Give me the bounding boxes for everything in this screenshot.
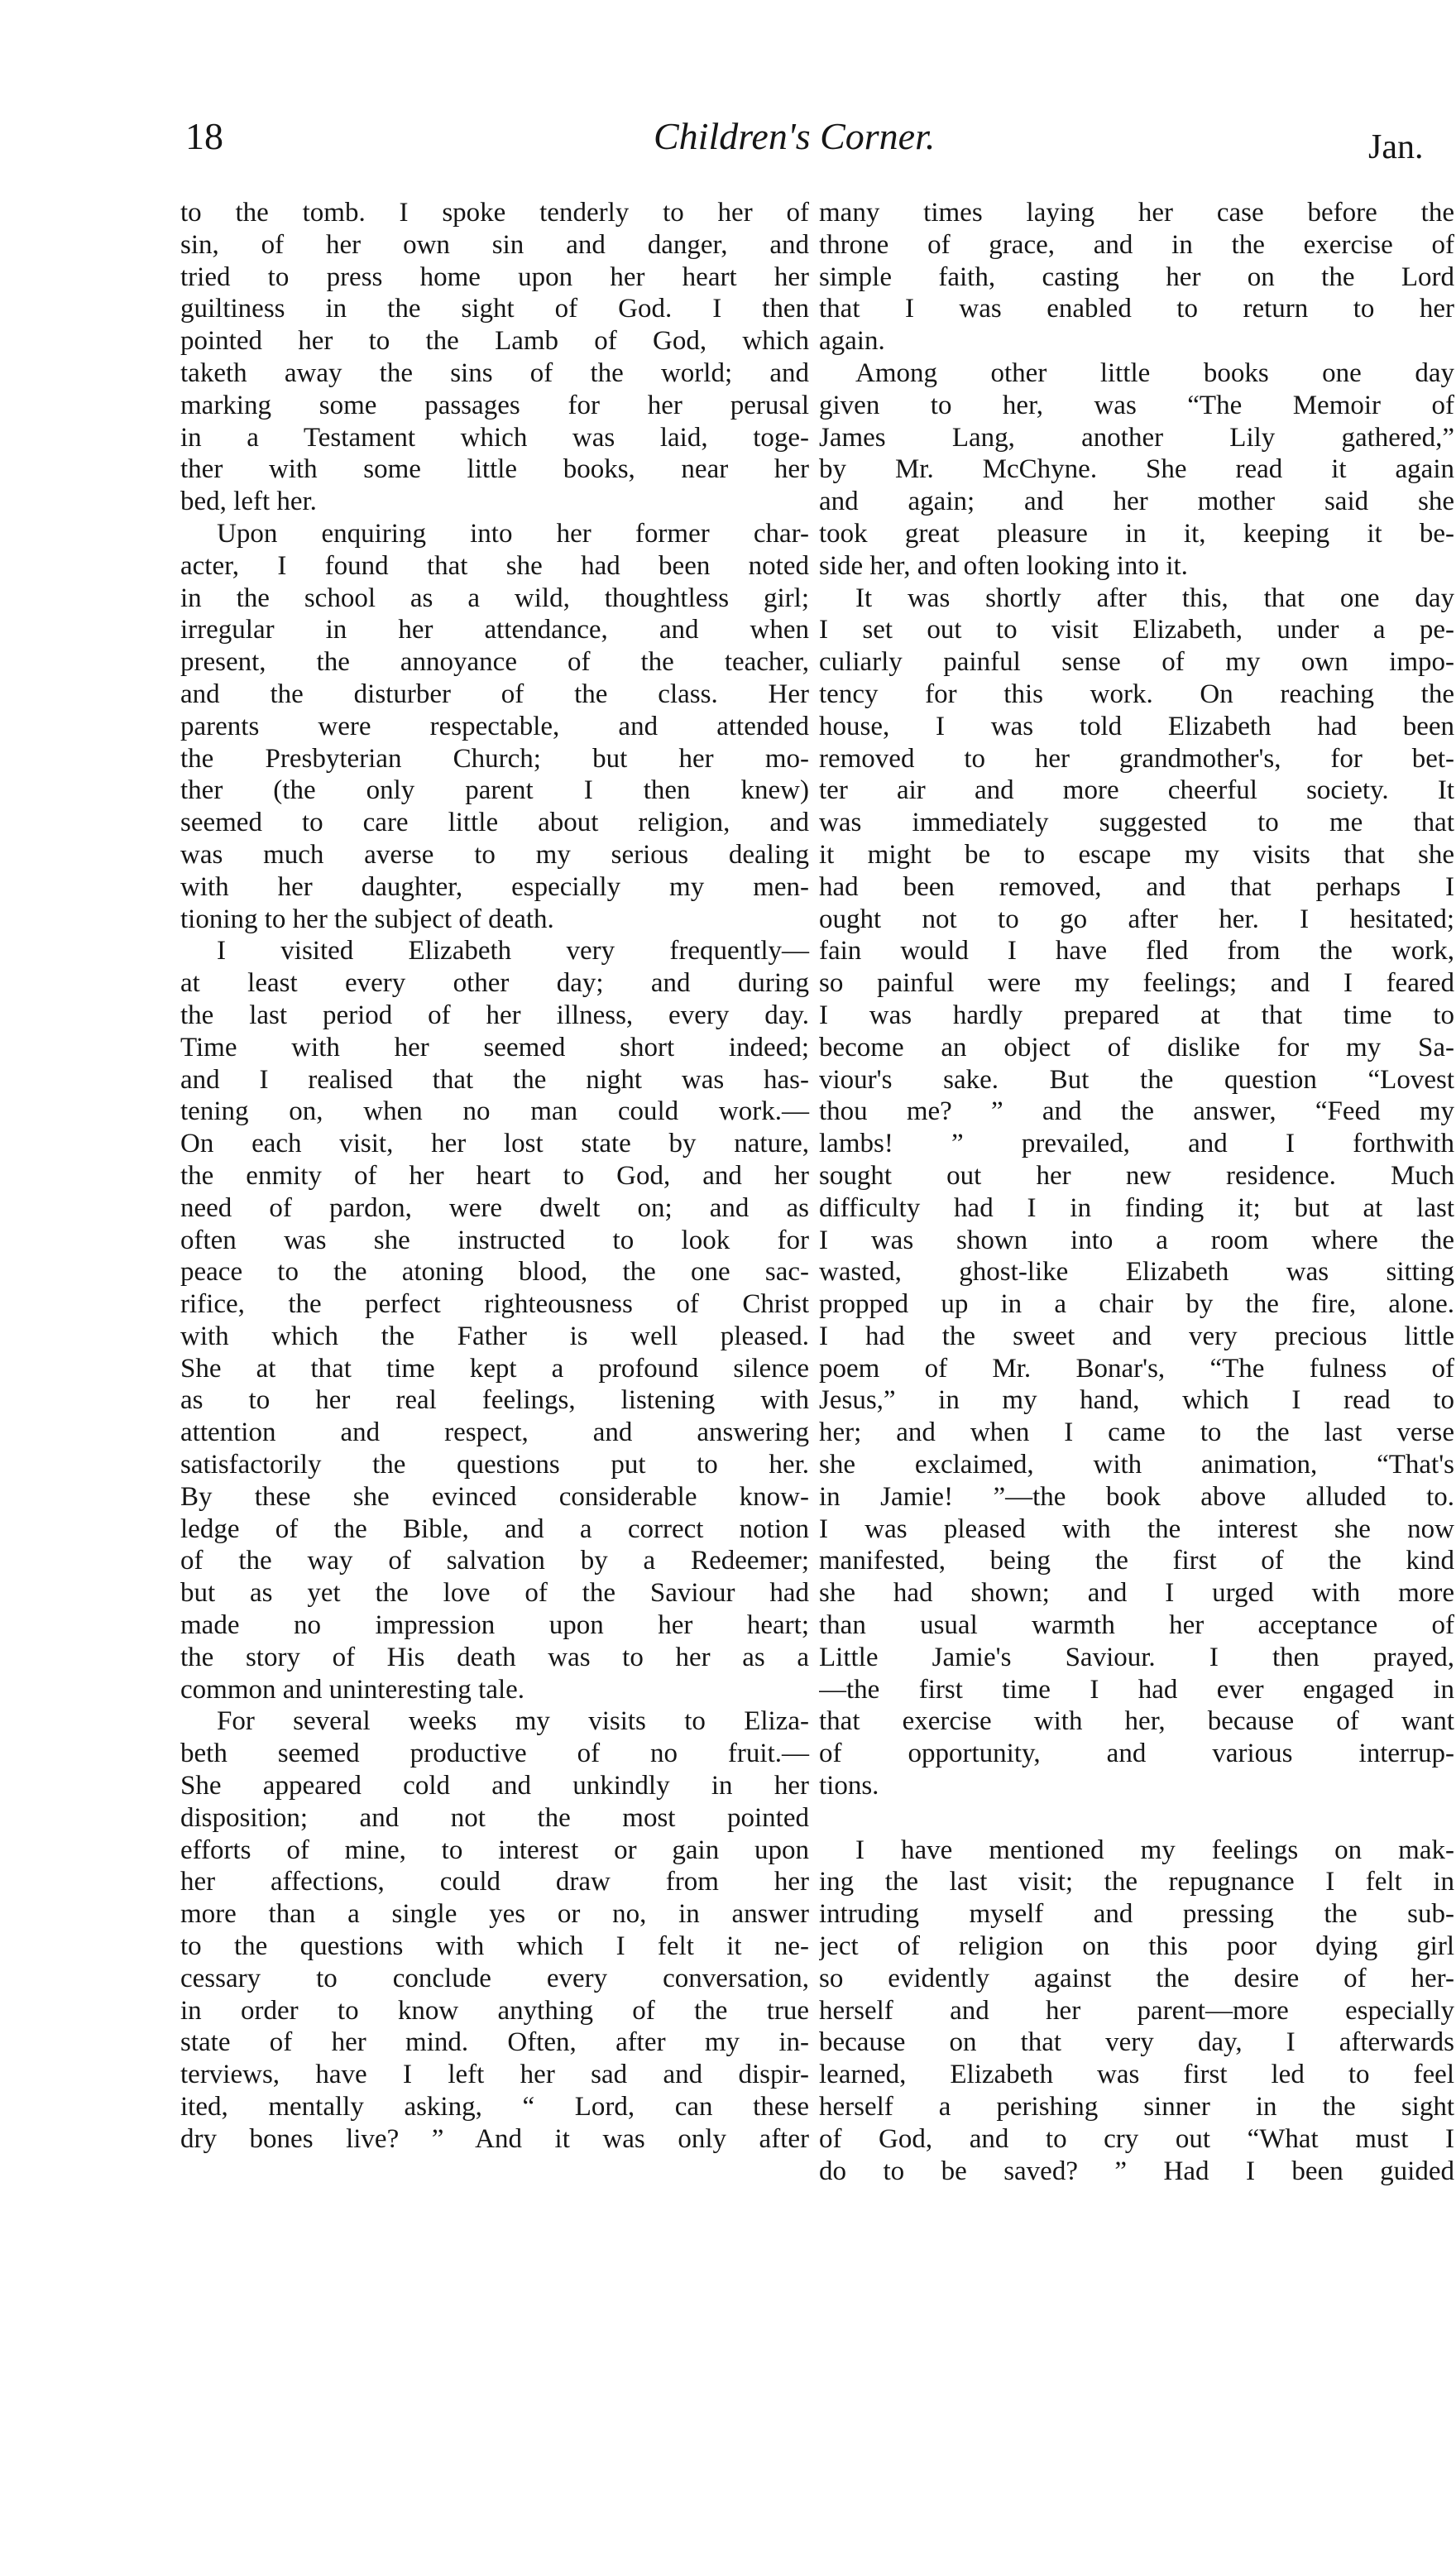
text-line: I have mentioned my feelings on mak- — [855, 1835, 1454, 1865]
text-line: sin, of her own sin and danger, and — [180, 229, 809, 260]
text-line: acter, I found that she had been noted — [180, 550, 809, 581]
text-line: fain would I have fled from the work, — [819, 936, 1454, 967]
text-line: She at that time kept a profound silence — [180, 1353, 809, 1384]
text-line: tening on, when no man could work.— — [180, 1096, 809, 1127]
text-line: cessary to conclude every conversation, — [180, 1963, 809, 1993]
text-line: become an object of dislike for my Sa- — [819, 1032, 1454, 1062]
text-line: of opportunity, and various interrup- — [819, 1739, 1454, 1769]
text-line: do to be saved? ” Had I been guided — [819, 2156, 1454, 2186]
text-line: the last period of her illness, every day. — [180, 1000, 809, 1030]
text-line: James Lang, another Lily gathered,” — [819, 422, 1454, 453]
page-header — [185, 114, 1443, 180]
text-line: thou me? ” and the answer, “Feed my — [819, 1096, 1454, 1127]
text-line: satisfactorily the questions put to her. — [180, 1450, 809, 1480]
text-line: culiarly painful sense of my own impo- — [819, 647, 1454, 678]
text-line: and again; and her mother said she — [819, 487, 1454, 517]
text-line: tency for this work. On reaching the — [819, 679, 1454, 709]
text-line: so painful were my feelings; and I feared — [819, 968, 1454, 999]
text-line: sought out her new residence. Much — [819, 1160, 1454, 1191]
text-line: I was pleased with the interest she now — [819, 1513, 1454, 1544]
text-line: efforts of mine, to interest or gain upon — [180, 1835, 809, 1865]
text-line: lambs! ” prevailed, and I forthwith — [819, 1129, 1454, 1159]
text-line: tried to press home upon her heart her — [180, 261, 809, 292]
text-line: By these she evinced considerable know- — [180, 1481, 809, 1512]
text-line: at least every other day; and during — [180, 968, 809, 999]
text-line: wasted, ghost-like Elizabeth was sitting — [819, 1257, 1454, 1288]
text-line: common and uninteresting tale. — [180, 1674, 525, 1705]
text-line: herself and her parent—more especially — [819, 1995, 1454, 2026]
text-line: with her daughter, especially my men- — [180, 871, 809, 902]
running-title: Children's Corner. — [654, 115, 936, 157]
text-line: often was she instructed to look for — [180, 1225, 809, 1255]
text-line: beth seemed productive of no fruit.— — [180, 1739, 809, 1769]
right-text-column — [819, 197, 1454, 2187]
text-line: the story of His death was to her as a — [180, 1642, 809, 1672]
text-line: removed to her grandmother's, for bet- — [819, 743, 1454, 774]
text-line: need of pardon, were dwelt on; and as — [180, 1192, 809, 1223]
text-line: Time with her seemed short indeed; — [180, 1032, 809, 1062]
text-line: had been removed, and that perhaps I — [819, 871, 1454, 902]
text-line: I was shown into a room where the — [819, 1225, 1454, 1255]
text-line: On each visit, her lost state by nature, — [180, 1129, 809, 1159]
text-line: side her, and often looking into it. — [819, 550, 1188, 581]
text-line: with which the Father is well pleased. — [180, 1321, 809, 1351]
text-line: of the way of salvation by a Redeemer; — [180, 1546, 809, 1576]
text-line: difficulty had I in finding it; but at last — [819, 1192, 1454, 1223]
text-line: I visited Elizabeth very frequently— — [217, 936, 809, 967]
text-line: in a Testament which was laid, toge- — [180, 422, 809, 453]
text-line: attention and respect, and answering — [180, 1417, 809, 1448]
text-line: ing the last visit; the repugnance I felt in — [819, 1867, 1454, 1897]
text-line: her affections, could draw from her — [180, 1867, 809, 1897]
text-line: many times laying her case before the — [819, 198, 1454, 228]
text-line: simple faith, casting her on the Lord — [819, 261, 1454, 292]
text-line: was much averse to my serious dealing — [180, 839, 809, 870]
text-line: I was hardly prepared at that time to — [819, 1000, 1454, 1030]
text-line: her; and when I came to the last verse — [819, 1417, 1454, 1448]
month-label: Jan. — [1368, 128, 1424, 166]
text-line: but as yet the love of the Saviour had — [180, 1578, 809, 1609]
text-line: she had shown; and I urged with more — [819, 1578, 1454, 1609]
text-line: bed, left her. — [180, 487, 317, 517]
text-line: was immediately suggested to me that — [819, 808, 1454, 838]
text-line: again. — [819, 326, 885, 357]
text-line: that I was enabled to return to her — [819, 294, 1454, 324]
text-line: to the tomb. I spoke tenderly to her of — [180, 198, 809, 228]
text-line: taketh away the sins of the world; and — [180, 357, 809, 388]
text-line: ter air and more cheerful society. It — [819, 775, 1454, 806]
text-line: so evidently against the desire of her- — [819, 1963, 1454, 1993]
text-line: state of her mind. Often, after my in- — [180, 2027, 809, 2058]
text-line: seemed to care little about religion, and — [180, 808, 809, 838]
text-line: I had the sweet and very precious little — [819, 1321, 1454, 1351]
text-line: terviews, have I left her sad and dispir- — [180, 2060, 809, 2090]
text-line: took great pleasure in it, keeping it be- — [819, 518, 1454, 549]
text-line: —the first time I had ever engaged in — [819, 1674, 1454, 1705]
text-line: learned, Elizabeth was first led to feel — [819, 2060, 1454, 2090]
text-line: ject of religion on this poor dying girl — [819, 1931, 1454, 1962]
text-line: and the disturber of the class. Her — [180, 679, 809, 709]
text-line: viour's sake. But the question “Lovest — [819, 1064, 1454, 1095]
text-line: manifested, being the first of the kind — [819, 1546, 1454, 1576]
text-line: Jesus,” in my hand, which I read to — [819, 1385, 1454, 1416]
text-line: ought not to go after her. I hesitated; — [819, 904, 1454, 934]
text-line: by Mr. McChyne. She read it again — [819, 454, 1454, 485]
text-line: guiltiness in the sight of God. I then — [180, 294, 809, 324]
text-line: tioning to her the subject of death. — [180, 904, 554, 934]
text-line: throne of grace, and in the exercise of — [819, 229, 1454, 260]
text-line: Little Jamie's Saviour. I then prayed, — [819, 1642, 1454, 1672]
text-line: ther with some little books, near her — [180, 454, 809, 485]
text-line: dry bones live? ” And it was only after — [180, 2123, 809, 2154]
page-number: 18 — [185, 115, 223, 157]
text-line: of God, and to cry out “What must I — [819, 2123, 1454, 2154]
text-line: poem of Mr. Bonar's, “The fulness of — [819, 1353, 1454, 1384]
text-line: house, I was told Elizabeth had been — [819, 711, 1454, 741]
text-line: rifice, the perfect righteousness of Christ — [180, 1289, 809, 1320]
text-line: than usual warmth her acceptance of — [819, 1610, 1454, 1641]
text-line: given to her, was “The Memoir of — [819, 390, 1454, 420]
text-line: ledge of the Bible, and a correct notion — [180, 1513, 809, 1544]
text-line: the Presbyterian Church; but her mo- — [180, 743, 809, 774]
text-line: in Jamie! ”—the book above alluded to. — [819, 1481, 1454, 1512]
text-line: Upon enquiring into her former char- — [217, 518, 809, 549]
text-line: in order to know anything of the true — [180, 1995, 809, 2026]
text-line: ther (the only parent I then knew) — [180, 775, 809, 806]
text-line: it might be to escape my visits that she — [819, 839, 1454, 870]
text-line: She appeared cold and unkindly in her — [180, 1771, 809, 1801]
text-line: she exclaimed, with animation, “That's — [819, 1450, 1454, 1480]
text-line: pointed her to the Lamb of God, which — [180, 326, 809, 357]
text-line: present, the annoyance of the teacher, — [180, 647, 809, 678]
text-line: and I realised that the night was has- — [180, 1064, 809, 1095]
left-text-column — [180, 197, 809, 2156]
text-line: more than a single yes or no, in answer — [180, 1899, 809, 1930]
text-line: because on that very day, I afterwards — [819, 2027, 1454, 2058]
text-line: parents were respectable, and attended — [180, 711, 809, 741]
text-line: tions. — [819, 1771, 879, 1801]
text-line: ited, mentally asking, “ Lord, can these — [180, 2092, 809, 2123]
text-line: the enmity of her heart to God, and her — [180, 1160, 809, 1191]
text-line: herself a perishing sinner in the sight — [819, 2092, 1454, 2123]
text-line: propped up in a chair by the fire, alone. — [819, 1289, 1454, 1320]
text-line: disposition; and not the most pointed — [180, 1802, 809, 1833]
text-line: as to her real feelings, listening with — [180, 1385, 809, 1416]
text-line: that exercise with her, because of want — [819, 1706, 1454, 1737]
text-line: Among other little books one day — [855, 357, 1454, 388]
text-line: marking some passages for her perusal — [180, 390, 809, 420]
text-line: in the school as a wild, thoughtless girl; — [180, 583, 809, 613]
text-line: intruding myself and pressing the sub- — [819, 1899, 1454, 1930]
text-line — [819, 1802, 1454, 1835]
text-line: irregular in her attendance, and when — [180, 615, 809, 645]
text-line: made no impression upon her heart; — [180, 1610, 809, 1641]
text-line: For several weeks my visits to Eliza- — [217, 1706, 809, 1737]
text-line: It was shortly after this, that one day — [855, 583, 1454, 613]
text-line: peace to the atoning blood, the one sac- — [180, 1257, 809, 1288]
text-line: I set out to visit Elizabeth, under a pe- — [819, 615, 1454, 645]
text-line: to the questions with which I felt it ne- — [180, 1931, 809, 1962]
